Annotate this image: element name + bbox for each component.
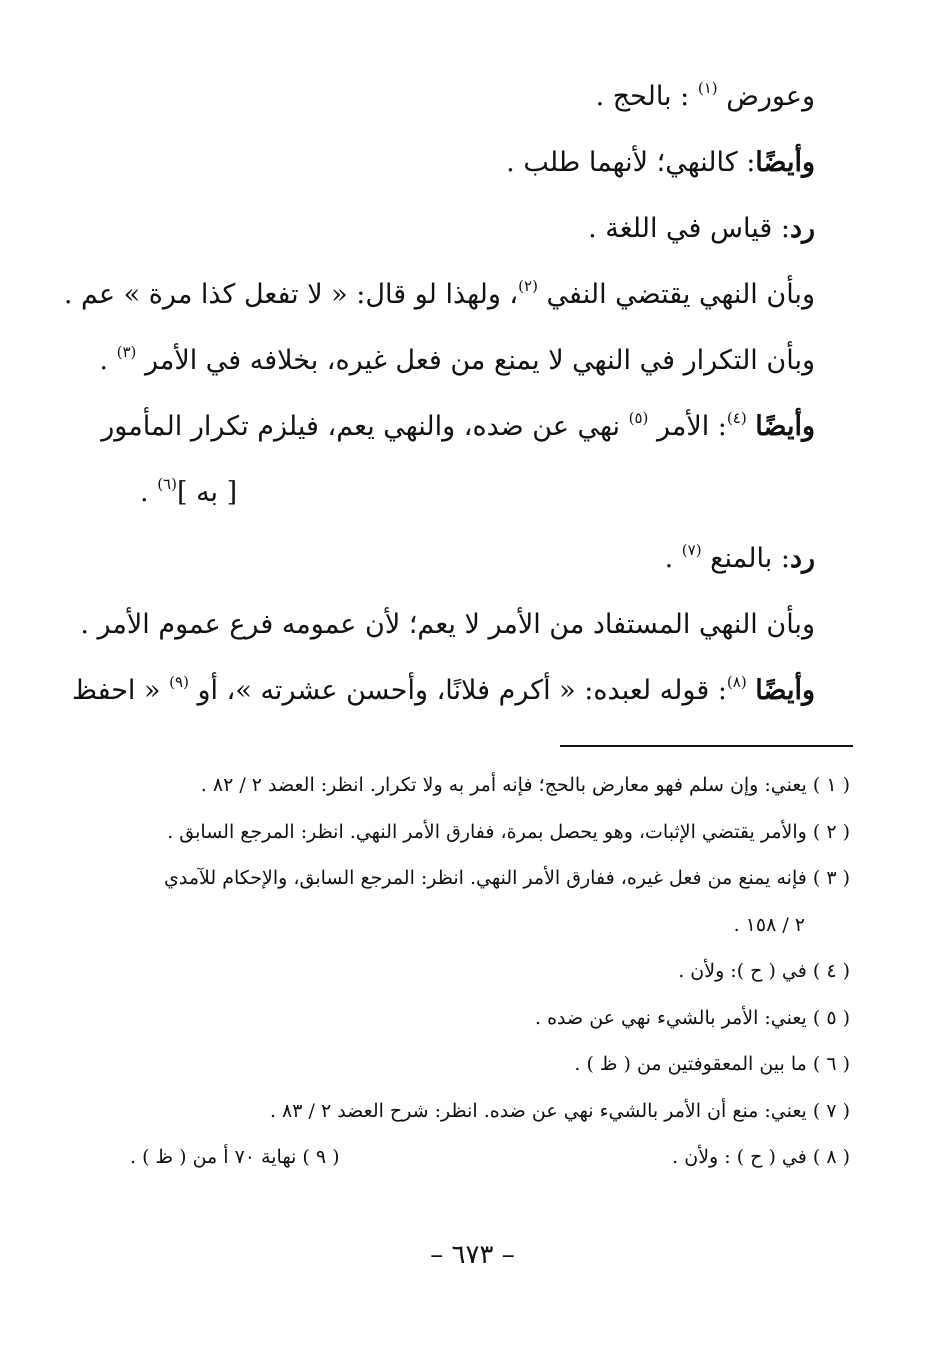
text-line-8	[130, 526, 815, 592]
line-10-text2: « احفظ	[71, 675, 161, 706]
footnote-7: ( ٧ ) يعني: منع أن الأمر بالشيء نهي عن ضده. انظر: شرح العضد ٢ / ٨٣ .	[269, 1099, 850, 1122]
footnote-ref-7[interactable]: (٧)	[681, 541, 702, 559]
line-5-text2: .	[99, 345, 108, 376]
main-text	[63, 64, 815, 724]
line-10-text: : قوله لعبده: « أكرم فلانًا، وأحسن عشرته »، أو	[197, 675, 727, 706]
footnote-9: ( ٩ ) نهاية ٧٠ أ من ( ظ ) .	[130, 1146, 340, 1168]
text-line-7	[130, 460, 815, 526]
footnote-3-continuation: ٢ / ١٥٨ .	[733, 913, 805, 936]
text-line-4	[63, 262, 815, 328]
text-line-10	[71, 658, 815, 724]
footnotes	[130, 762, 850, 1181]
line-6-text2: نهي عن ضده، والنهي يعم، فيلزم تكرار المأمور	[101, 411, 620, 442]
line-7-text: [ به ]	[176, 477, 238, 508]
footnote-ref-1[interactable]: (١)	[697, 79, 718, 97]
footnote-ref-5[interactable]: (٥)	[628, 409, 649, 427]
line-3-text: : قياس في اللغة .	[588, 213, 790, 244]
footnote-separator	[560, 745, 853, 747]
line-7-text2: .	[140, 477, 149, 508]
text-line-9	[80, 592, 815, 658]
footnote-ref-4[interactable]: (٤)	[726, 409, 747, 427]
footnote-5: ( ٥ ) يعني: الأمر بالشيء نهي عن ضده .	[535, 1006, 850, 1029]
line-5-text: وبأن التكرار في النهي لا يمنع من فعل غيره، بخلافه في الأمر	[144, 345, 815, 376]
text-line-1	[130, 64, 815, 130]
footnote-3: ( ٣ ) فإنه يمنع من فعل غيره، ففارق الأمر النهي. انظر: المرجع السابق، والإحكام للآمدي	[164, 867, 850, 889]
text-line-6	[101, 394, 815, 460]
footnote-4: ( ٤ ) في ( ح ): ولأن .	[678, 960, 850, 982]
footnote-row-8-9	[130, 1134, 850, 1181]
footnote-ref-8[interactable]: (٨)	[726, 673, 747, 691]
text-line-5	[99, 328, 815, 394]
line-4-text: وبأن النهي يقتضي النفي	[546, 279, 815, 310]
line-10-keyword: وأيضًا	[755, 675, 815, 706]
line-1-text2: : بالحج .	[595, 81, 690, 112]
line-6-text: : الأمر	[656, 411, 727, 442]
text-line-2	[130, 130, 815, 196]
footnote-2: ( ٢ ) والأمر يقتضي الإثبات، وهو يحصل بمرة، ففارق الأمر النهي. انظر: المرجع السابق .	[167, 820, 850, 843]
footnote-1: ( ١ ) يعني: وإن سلم فهو معارض بالحج؛ فإنه أمر به ولا تكرار. انظر: العضد ٢ / ٨٢ .	[200, 774, 850, 796]
footnote-ref-6[interactable]: (٦)	[157, 475, 177, 493]
text-line-3	[130, 196, 815, 262]
line-8-text: : بالمنع	[710, 543, 790, 574]
line-4-text2: ، ولهذا لو قال: « لا تفعل كذا مرة » عم .	[63, 279, 519, 310]
line-9-text: وبأن النهي المستفاد من الأمر لا يعم؛ لأن عمومه فرع عموم الأمر .	[80, 609, 815, 640]
line-2-text: : كالنهي؛ لأنهما طلب .	[506, 147, 756, 178]
line-3-keyword: رد	[789, 213, 815, 244]
line-6-keyword: وأيضًا	[755, 411, 815, 442]
line-8-keyword: رد	[789, 543, 815, 574]
line-2-keyword: وأيضًا	[755, 147, 815, 178]
footnote-ref-2[interactable]: (٢)	[518, 277, 538, 295]
page-number: – ٦٧٣ –	[430, 1240, 515, 1270]
footnote-ref-3[interactable]: (٣)	[116, 343, 137, 361]
footnote-6: ( ٦ ) ما بين المعقوفتين من ( ظ ) .	[574, 1053, 850, 1075]
footnote-ref-9[interactable]: (٩)	[169, 673, 189, 691]
footnote-8: ( ٨ ) في ( ح ) : ولأن .	[672, 1146, 850, 1168]
line-1-text: وعورض	[726, 81, 815, 112]
line-8-text2: .	[664, 543, 674, 574]
